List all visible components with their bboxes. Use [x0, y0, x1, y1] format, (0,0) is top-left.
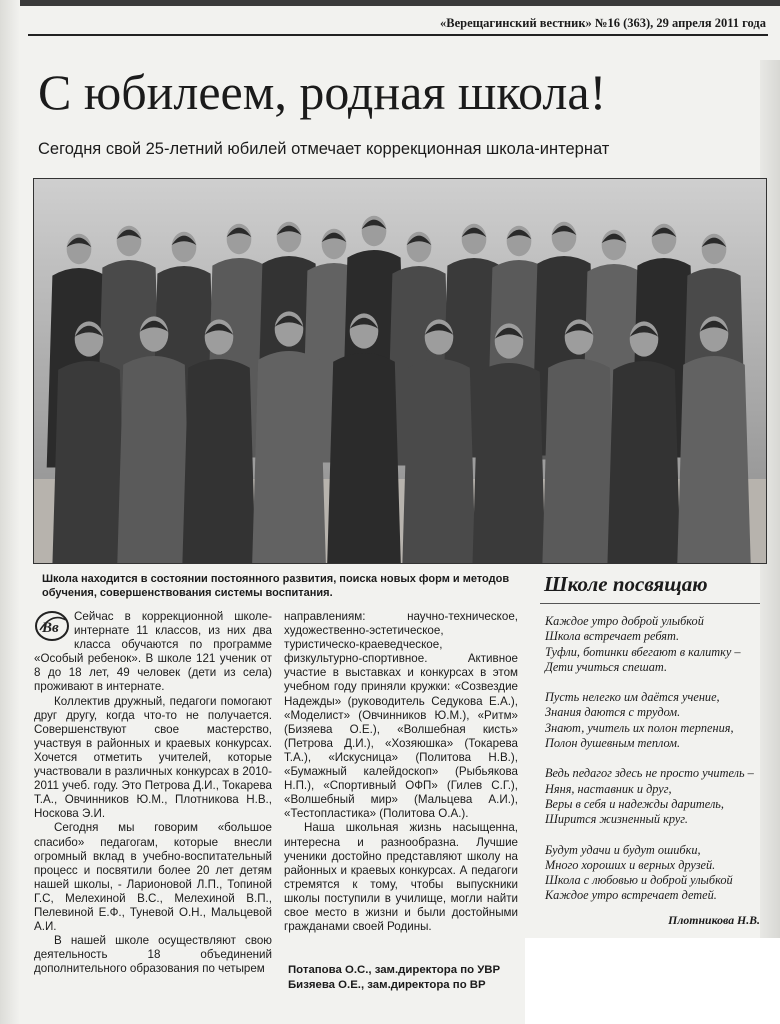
- paragraph-4: В нашей школе осуществляют свою деятельность 18 объединений дополнительного образования по четырем: [34, 934, 272, 976]
- paragraph-6: Наша школьная жизнь насыщенна, интересна и разнообразна. Лучшие ученики достойно представляют школу на районных и краевых конкурсах. А педагоги стремятся к тому, чтобы выпускники школы поступили в училище, могли найти свое место в жизни и были достойными гражданами своей Родины.: [284, 821, 518, 934]
- poem-body: [545, 614, 769, 919]
- poem-stanza-4: [545, 843, 769, 904]
- subtitle: Сегодня свой 25-летний юбилей отмечает коррекционная школа-интернат: [38, 140, 610, 158]
- person-body: [402, 359, 477, 563]
- poem-line: Будут удачи и будут ошибки,: [545, 842, 701, 857]
- poem-stanza-1: [545, 614, 769, 675]
- poem-line: Полон душевным теплом.: [545, 736, 681, 751]
- poem-line: Знают, учитель их полон терпения,: [545, 720, 734, 735]
- poem-divider: [540, 603, 760, 604]
- scan-shadow: [0, 0, 20, 1024]
- poem-line: Ширится жизненный круг.: [545, 812, 688, 827]
- signature-line-1: Потапова О.С., зам.директора по УВР: [288, 964, 501, 976]
- poem-line: Пусть нелегко им даётся учение,: [545, 690, 720, 705]
- poem-stanza-3: [545, 766, 769, 827]
- person-body: [472, 363, 547, 563]
- dropcap-logo: [34, 610, 70, 642]
- person-body: [677, 356, 752, 563]
- article-column-2: [284, 610, 518, 934]
- person-body: [52, 361, 127, 563]
- paragraph-1: Сейчас в коррекционной школе-интернате 11 классов, из них два класса обучаются по программе «Особый ребенок». В школе 121 ученик от 8 до 18 лет, 49 человек (дети из села) проживают в интернате.: [34, 610, 272, 694]
- poem-line: Няня, наставник и друг,: [545, 781, 672, 796]
- article-column-1: [34, 610, 272, 976]
- scan-edge: [0, 0, 780, 6]
- person-body: [607, 361, 682, 563]
- person-body: [182, 359, 257, 563]
- scan-blank-corner: [525, 938, 780, 1024]
- article-signature: [288, 963, 528, 993]
- paragraph-2: Коллектив дружный, педагоги помогают друг другу, когда что-то не получается. Совершенствуют свое мастерство, участвуя в районных и краевых конкурсах. Хочется отметить учителей, которые участвовали в различных конкурсах в 2010-2011 учеб. году. Это Петрова Д.И., Токарева Т.А., Овчинников Ю.М., Плотникова Н.В., Носкова Э.И.: [34, 694, 272, 821]
- poem-stanza-2: [545, 690, 769, 751]
- poem-line: Дети учиться спешат.: [545, 659, 668, 674]
- poem-line: Веры в себя и надежды даритель,: [545, 796, 724, 811]
- person-body: [327, 353, 402, 563]
- poem-line: Школа с любовью и доброй улыбкой: [545, 873, 733, 888]
- signature-line-2: Бизяева О.Е., зам.директора по ВР: [288, 979, 486, 991]
- header-rule: [28, 34, 768, 36]
- poem-line: Школа встречает ребят.: [545, 629, 680, 644]
- person-body: [117, 356, 192, 563]
- poem-line: Знания даются с трудом.: [545, 705, 681, 720]
- poem-line: Ведь педагог здесь не просто учитель –: [545, 766, 754, 781]
- paragraph-3: Сегодня мы говорим «большое спасибо» педагогам, которые внесли огромный вклад в учебно-воспитательный процесс и посвятили более 20 лет детям нашей школы, - Ларионовой Л.П., Топиной Г.С, Мелехиной В.С., Мелехиной В.П., Пелевиной Е.Ф., Туневой О.Н., Мальцевой А.И.: [34, 821, 272, 934]
- masthead: «Верещагинский вестник» №16 (363), 29 апреля 2011 года: [439, 16, 766, 30]
- paragraph-5: направлениям: научно-техническое, художественно-эстетическое, туристическо-краеведческое, физкультурно-спортивное. Активное участие в выставках и конкурсах в этом учебном году приняли кружки: «Созвездие Надежды» (руководитель Седукова Е.А.), «Моделист» (Овчинников Ю.М.), «Ритм» (Бизяева О.Е.), «Волшебная кисть» (Петрова Д.И.), «Хозяюшка» (Токарева Т.А.), «Искусница» (Политова Н.В.), «Бумажный калейдоскоп» (Рыбьякова Н.П.), «Спортивный ОФП» (Гилев С.Г.), «Волшебный мир» (Мальцева А.И.), «Тестопластика» (Политова О.А.).: [284, 610, 518, 821]
- dropcap-letters: Вв: [42, 620, 59, 636]
- poem-line: Туфли, ботинки вбегают в калитку –: [545, 644, 741, 659]
- person-body: [542, 359, 617, 563]
- group-photo: [33, 178, 767, 564]
- headline: С юбилеем, родная школа!: [38, 64, 607, 120]
- group-photo-image: [34, 179, 766, 563]
- poem-line: Много хороших и верных друзей.: [545, 857, 716, 872]
- poem-author: Плотникова Н.В.: [668, 913, 760, 927]
- poem-title: Школе посвящаю: [544, 572, 708, 596]
- poem-line: Каждое утро встречает детей.: [545, 888, 717, 903]
- person-body: [252, 351, 327, 563]
- photo-caption: Школа находится в состоянии постоянного развития, поиска новых форм и методов обучения, совершенствования системы воспитания.: [42, 573, 510, 599]
- poem-line: Каждое утро доброй улыбкой: [545, 614, 704, 628]
